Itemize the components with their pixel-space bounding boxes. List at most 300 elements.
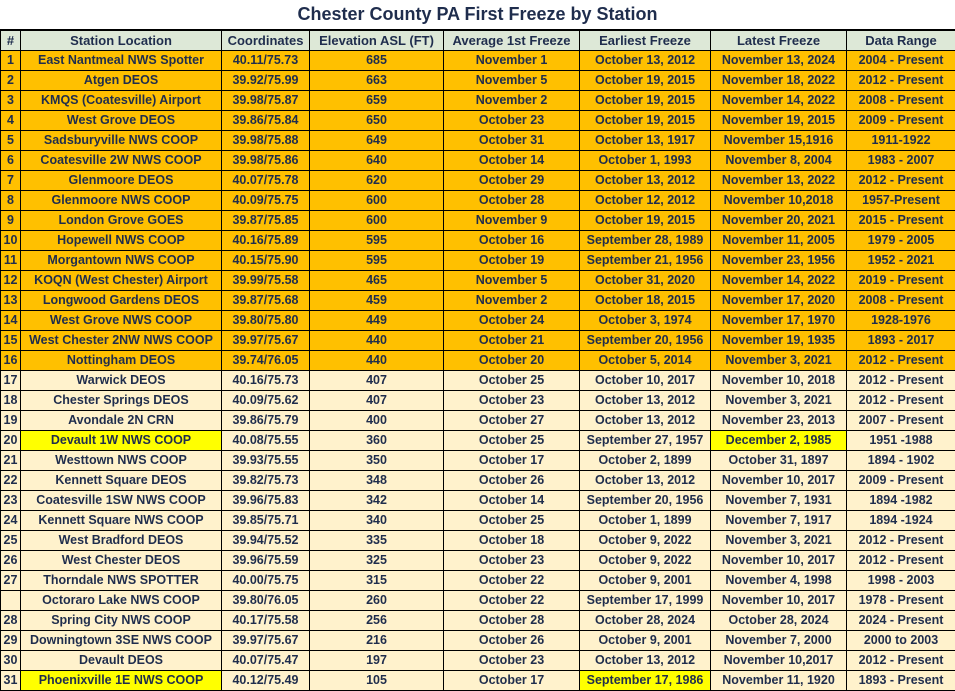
average-freeze-cell: October 23	[444, 551, 580, 571]
elevation-cell: 216	[310, 631, 444, 651]
elevation-cell: 659	[310, 91, 444, 111]
table-row	[1, 111, 955, 131]
station-cell: Nottingham DEOS	[21, 351, 222, 371]
col-header-number: #	[1, 31, 21, 51]
row-number: 12	[1, 271, 21, 291]
earliest-freeze-cell: October 9, 2001	[580, 571, 711, 591]
elevation-cell: 407	[310, 391, 444, 411]
earliest-freeze-cell: September 17, 1986	[580, 671, 711, 691]
earliest-freeze-cell: October 19, 2015	[580, 211, 711, 231]
earliest-freeze-cell: September 17, 1999	[580, 591, 711, 611]
coordinates-cell: 40.12/75.49	[222, 671, 310, 691]
coordinates-cell: 39.96/75.59	[222, 551, 310, 571]
station-cell: Avondale 2N CRN	[21, 411, 222, 431]
average-freeze-cell: November 2	[444, 91, 580, 111]
coordinates-cell: 39.98/75.88	[222, 131, 310, 151]
coordinates-cell: 39.86/75.84	[222, 111, 310, 131]
row-number: 27	[1, 571, 21, 591]
coordinates-cell: 39.86/75.79	[222, 411, 310, 431]
earliest-freeze-cell: September 28, 1989	[580, 231, 711, 251]
earliest-freeze-cell: October 1, 1899	[580, 511, 711, 531]
latest-freeze-cell: November 19, 2015	[711, 111, 847, 131]
coordinates-cell: 39.85/75.71	[222, 511, 310, 531]
table-row	[1, 631, 955, 651]
earliest-freeze-cell: October 28, 2024	[580, 611, 711, 631]
station-cell: Warwick DEOS	[21, 371, 222, 391]
col-header-average: Average 1st Freeze	[444, 31, 580, 51]
station-cell: West Bradford DEOS	[21, 531, 222, 551]
row-number: 6	[1, 151, 21, 171]
latest-freeze-cell: October 31, 1897	[711, 451, 847, 471]
latest-freeze-cell: November 23, 1956	[711, 251, 847, 271]
row-number: 29	[1, 631, 21, 651]
coordinates-cell: 39.98/75.87	[222, 91, 310, 111]
station-cell: Chester Springs DEOS	[21, 391, 222, 411]
average-freeze-cell: October 25	[444, 371, 580, 391]
latest-freeze-cell: November 8, 2004	[711, 151, 847, 171]
table-row	[1, 571, 955, 591]
earliest-freeze-cell: October 18, 2015	[580, 291, 711, 311]
station-cell: Phoenixville 1E NWS COOP	[21, 671, 222, 691]
elevation-cell: 350	[310, 451, 444, 471]
elevation-cell: 595	[310, 251, 444, 271]
data-range-cell: 2012 - Present	[847, 371, 955, 391]
col-header-station: Station Location	[21, 31, 222, 51]
earliest-freeze-cell: October 2, 1899	[580, 451, 711, 471]
row-number: 17	[1, 371, 21, 391]
average-freeze-cell: November 9	[444, 211, 580, 231]
station-cell: KMQS (Coatesville) Airport	[21, 91, 222, 111]
elevation-cell: 595	[310, 231, 444, 251]
latest-freeze-cell: November 15,1916	[711, 131, 847, 151]
station-cell: Hopewell NWS COOP	[21, 231, 222, 251]
elevation-cell: 600	[310, 191, 444, 211]
average-freeze-cell: October 25	[444, 431, 580, 451]
average-freeze-cell: October 25	[444, 511, 580, 531]
latest-freeze-cell: November 20, 2021	[711, 211, 847, 231]
coordinates-cell: 39.87/75.85	[222, 211, 310, 231]
data-range-cell: 2012 - Present	[847, 651, 955, 671]
coordinates-cell: 39.96/75.83	[222, 491, 310, 511]
row-number: 7	[1, 171, 21, 191]
latest-freeze-cell: November 13, 2022	[711, 171, 847, 191]
col-header-earliest: Earliest Freeze	[580, 31, 711, 51]
table-row	[1, 391, 955, 411]
elevation-cell: 649	[310, 131, 444, 151]
data-range-cell: 1952 - 2021	[847, 251, 955, 271]
latest-freeze-cell: November 10,2018	[711, 191, 847, 211]
elevation-cell: 407	[310, 371, 444, 391]
freeze-table	[0, 30, 955, 691]
col-header-latest: Latest Freeze	[711, 31, 847, 51]
elevation-cell: 325	[310, 551, 444, 571]
coordinates-cell: 39.94/75.52	[222, 531, 310, 551]
station-cell: Devault DEOS	[21, 651, 222, 671]
data-range-cell: 2008 - Present	[847, 91, 955, 111]
table-row	[1, 211, 955, 231]
row-number: 19	[1, 411, 21, 431]
latest-freeze-cell: November 7, 1931	[711, 491, 847, 511]
station-cell: Devault 1W NWS COOP	[21, 431, 222, 451]
elevation-cell: 360	[310, 431, 444, 451]
latest-freeze-cell: November 19, 1935	[711, 331, 847, 351]
average-freeze-cell: October 14	[444, 151, 580, 171]
row-number: 11	[1, 251, 21, 271]
latest-freeze-cell: November 10, 2017	[711, 471, 847, 491]
station-cell: Downingtown 3SE NWS COOP	[21, 631, 222, 651]
average-freeze-cell: October 23	[444, 391, 580, 411]
elevation-cell: 620	[310, 171, 444, 191]
row-number	[1, 591, 21, 611]
earliest-freeze-cell: October 9, 2001	[580, 631, 711, 651]
table-row	[1, 611, 955, 631]
elevation-cell: 256	[310, 611, 444, 631]
latest-freeze-cell: November 10, 2017	[711, 591, 847, 611]
data-range-cell: 2015 - Present	[847, 211, 955, 231]
average-freeze-cell: October 26	[444, 471, 580, 491]
data-range-cell: 1894 - 1902	[847, 451, 955, 471]
station-cell: Coatesville 1SW NWS COOP	[21, 491, 222, 511]
earliest-freeze-cell: October 13, 2012	[580, 651, 711, 671]
latest-freeze-cell: November 4, 1998	[711, 571, 847, 591]
latest-freeze-cell: November 11, 1920	[711, 671, 847, 691]
data-range-cell: 2007 - Present	[847, 411, 955, 431]
table-row	[1, 531, 955, 551]
row-number: 10	[1, 231, 21, 251]
earliest-freeze-cell: October 19, 2015	[580, 71, 711, 91]
data-range-cell: 2008 - Present	[847, 291, 955, 311]
data-range-cell: 2012 - Present	[847, 351, 955, 371]
station-cell: West Chester DEOS	[21, 551, 222, 571]
earliest-freeze-cell: October 9, 2022	[580, 531, 711, 551]
row-number: 28	[1, 611, 21, 631]
elevation-cell: 197	[310, 651, 444, 671]
data-range-cell: 1998 - 2003	[847, 571, 955, 591]
earliest-freeze-cell: October 13, 2012	[580, 171, 711, 191]
table-row	[1, 671, 955, 691]
data-range-cell: 2012 - Present	[847, 391, 955, 411]
row-number: 30	[1, 651, 21, 671]
table-row	[1, 171, 955, 191]
table-row	[1, 651, 955, 671]
data-range-cell: 2009 - Present	[847, 111, 955, 131]
elevation-cell: 459	[310, 291, 444, 311]
table-title: Chester County PA First Freeze by Station	[0, 0, 955, 30]
average-freeze-cell: October 21	[444, 331, 580, 351]
row-number: 24	[1, 511, 21, 531]
station-cell: Kennett Square DEOS	[21, 471, 222, 491]
data-range-cell: 1894 -1924	[847, 511, 955, 531]
station-cell: West Grove DEOS	[21, 111, 222, 131]
elevation-cell: 440	[310, 331, 444, 351]
coordinates-cell: 39.80/75.80	[222, 311, 310, 331]
average-freeze-cell: October 17	[444, 451, 580, 471]
average-freeze-cell: October 14	[444, 491, 580, 511]
data-range-cell: 2012 - Present	[847, 171, 955, 191]
data-range-cell: 1911-1922	[847, 131, 955, 151]
earliest-freeze-cell: October 12, 2012	[580, 191, 711, 211]
earliest-freeze-cell: October 10, 2017	[580, 371, 711, 391]
coordinates-cell: 39.74/76.05	[222, 351, 310, 371]
table-row	[1, 71, 955, 91]
data-range-cell: 1894 -1982	[847, 491, 955, 511]
row-number: 18	[1, 391, 21, 411]
average-freeze-cell: October 20	[444, 351, 580, 371]
data-range-cell: 2004 - Present	[847, 51, 955, 71]
average-freeze-cell: November 1	[444, 51, 580, 71]
station-cell: West Chester 2NW NWS COOP	[21, 331, 222, 351]
latest-freeze-cell: November 11, 2005	[711, 231, 847, 251]
elevation-cell: 449	[310, 311, 444, 331]
latest-freeze-cell: November 18, 2022	[711, 71, 847, 91]
row-number: 13	[1, 291, 21, 311]
elevation-cell: 650	[310, 111, 444, 131]
average-freeze-cell: October 17	[444, 671, 580, 691]
coordinates-cell: 40.17/75.58	[222, 611, 310, 631]
latest-freeze-cell: October 28, 2024	[711, 611, 847, 631]
earliest-freeze-cell: September 20, 1956	[580, 491, 711, 511]
coordinates-cell: 40.07/75.78	[222, 171, 310, 191]
table-row	[1, 551, 955, 571]
coordinates-cell: 39.87/75.68	[222, 291, 310, 311]
data-range-cell: 1893 - 2017	[847, 331, 955, 351]
data-range-cell: 2012 - Present	[847, 531, 955, 551]
table-row	[1, 311, 955, 331]
coordinates-cell: 40.16/75.73	[222, 371, 310, 391]
latest-freeze-cell: November 10,2017	[711, 651, 847, 671]
elevation-cell: 685	[310, 51, 444, 71]
coordinates-cell: 39.97/75.67	[222, 631, 310, 651]
latest-freeze-cell: November 17, 2020	[711, 291, 847, 311]
row-number: 23	[1, 491, 21, 511]
average-freeze-cell: October 23	[444, 651, 580, 671]
average-freeze-cell: October 22	[444, 571, 580, 591]
table-row	[1, 131, 955, 151]
station-cell: Octoraro Lake NWS COOP	[21, 591, 222, 611]
average-freeze-cell: October 27	[444, 411, 580, 431]
latest-freeze-cell: November 10, 2018	[711, 371, 847, 391]
data-range-cell: 1928-1976	[847, 311, 955, 331]
elevation-cell: 315	[310, 571, 444, 591]
earliest-freeze-cell: October 13, 2012	[580, 471, 711, 491]
coordinates-cell: 39.92/75.99	[222, 71, 310, 91]
row-number: 1	[1, 51, 21, 71]
table-row	[1, 251, 955, 271]
row-number: 8	[1, 191, 21, 211]
coordinates-cell: 40.00/75.75	[222, 571, 310, 591]
station-cell: Glenmoore NWS COOP	[21, 191, 222, 211]
average-freeze-cell: October 29	[444, 171, 580, 191]
table-row	[1, 291, 955, 311]
row-number: 31	[1, 671, 21, 691]
data-range-cell: 2012 - Present	[847, 71, 955, 91]
earliest-freeze-cell: October 13, 2012	[580, 51, 711, 71]
row-number: 16	[1, 351, 21, 371]
coordinates-cell: 39.98/75.86	[222, 151, 310, 171]
table-row	[1, 491, 955, 511]
table-row	[1, 231, 955, 251]
row-number: 25	[1, 531, 21, 551]
latest-freeze-cell: November 7, 2000	[711, 631, 847, 651]
average-freeze-cell: November 5	[444, 71, 580, 91]
station-cell: Glenmoore DEOS	[21, 171, 222, 191]
station-cell: Westtown NWS COOP	[21, 451, 222, 471]
station-cell: Morgantown NWS COOP	[21, 251, 222, 271]
station-cell: Thorndale NWS SPOTTER	[21, 571, 222, 591]
row-number: 20	[1, 431, 21, 451]
table-row	[1, 371, 955, 391]
average-freeze-cell: October 31	[444, 131, 580, 151]
station-cell: Spring City NWS COOP	[21, 611, 222, 631]
row-number: 26	[1, 551, 21, 571]
table-row	[1, 471, 955, 491]
col-header-coordinates: Coordinates	[222, 31, 310, 51]
data-range-cell: 2019 - Present	[847, 271, 955, 291]
average-freeze-cell: October 24	[444, 311, 580, 331]
elevation-cell: 640	[310, 151, 444, 171]
elevation-cell: 440	[310, 351, 444, 371]
col-header-elevation: Elevation ASL (FT)	[310, 31, 444, 51]
elevation-cell: 400	[310, 411, 444, 431]
row-number: 2	[1, 71, 21, 91]
elevation-cell: 260	[310, 591, 444, 611]
data-range-cell: 1893 - Present	[847, 671, 955, 691]
row-number: 21	[1, 451, 21, 471]
average-freeze-cell: October 28	[444, 191, 580, 211]
earliest-freeze-cell: October 13, 1917	[580, 131, 711, 151]
station-cell: Atgen DEOS	[21, 71, 222, 91]
station-cell: West Grove NWS COOP	[21, 311, 222, 331]
station-cell: Longwood Gardens DEOS	[21, 291, 222, 311]
latest-freeze-cell: November 3, 2021	[711, 531, 847, 551]
latest-freeze-cell: November 7, 1917	[711, 511, 847, 531]
earliest-freeze-cell: October 5, 2014	[580, 351, 711, 371]
col-header-range: Data Range	[847, 31, 955, 51]
data-range-cell: 1979 - 2005	[847, 231, 955, 251]
average-freeze-cell: October 23	[444, 111, 580, 131]
elevation-cell: 465	[310, 271, 444, 291]
row-number: 9	[1, 211, 21, 231]
table-row	[1, 271, 955, 291]
station-cell: Sadsburyville NWS COOP	[21, 131, 222, 151]
elevation-cell: 105	[310, 671, 444, 691]
elevation-cell: 340	[310, 511, 444, 531]
table-row	[1, 451, 955, 471]
table-row	[1, 591, 955, 611]
latest-freeze-cell: November 17, 1970	[711, 311, 847, 331]
row-number: 22	[1, 471, 21, 491]
average-freeze-cell: October 19	[444, 251, 580, 271]
latest-freeze-cell: November 3, 2021	[711, 391, 847, 411]
elevation-cell: 600	[310, 211, 444, 231]
latest-freeze-cell: November 3, 2021	[711, 351, 847, 371]
table-row	[1, 151, 955, 171]
earliest-freeze-cell: October 31, 2020	[580, 271, 711, 291]
table-row	[1, 91, 955, 111]
coordinates-cell: 39.99/75.58	[222, 271, 310, 291]
elevation-cell: 335	[310, 531, 444, 551]
coordinates-cell: 39.97/75.67	[222, 331, 310, 351]
table-row	[1, 351, 955, 371]
data-range-cell: 1978 - Present	[847, 591, 955, 611]
data-range-cell: 1957-Present	[847, 191, 955, 211]
station-cell: Kennett Square NWS COOP	[21, 511, 222, 531]
average-freeze-cell: October 16	[444, 231, 580, 251]
data-range-cell: 2012 - Present	[847, 551, 955, 571]
table-row	[1, 511, 955, 531]
table-row	[1, 51, 955, 71]
average-freeze-cell: October 22	[444, 591, 580, 611]
data-range-cell: 2000 to 2003	[847, 631, 955, 651]
station-cell: London Grove GOES	[21, 211, 222, 231]
coordinates-cell: 40.11/75.73	[222, 51, 310, 71]
coordinates-cell: 40.15/75.90	[222, 251, 310, 271]
elevation-cell: 342	[310, 491, 444, 511]
earliest-freeze-cell: October 13, 2012	[580, 411, 711, 431]
average-freeze-cell: October 26	[444, 631, 580, 651]
earliest-freeze-cell: October 3, 1974	[580, 311, 711, 331]
earliest-freeze-cell: October 1, 1993	[580, 151, 711, 171]
row-number: 3	[1, 91, 21, 111]
coordinates-cell: 40.08/75.55	[222, 431, 310, 451]
row-number: 4	[1, 111, 21, 131]
station-cell: East Nantmeal NWS Spotter	[21, 51, 222, 71]
elevation-cell: 663	[310, 71, 444, 91]
average-freeze-cell: November 5	[444, 271, 580, 291]
data-range-cell: 2009 - Present	[847, 471, 955, 491]
coordinates-cell: 40.16/75.89	[222, 231, 310, 251]
latest-freeze-cell: November 10, 2017	[711, 551, 847, 571]
data-range-cell: 1983 - 2007	[847, 151, 955, 171]
coordinates-cell: 39.93/75.55	[222, 451, 310, 471]
row-number: 5	[1, 131, 21, 151]
elevation-cell: 348	[310, 471, 444, 491]
earliest-freeze-cell: October 9, 2022	[580, 551, 711, 571]
latest-freeze-cell: November 23, 2013	[711, 411, 847, 431]
coordinates-cell: 39.82/75.73	[222, 471, 310, 491]
table-row	[1, 331, 955, 351]
latest-freeze-cell: November 14, 2022	[711, 91, 847, 111]
data-range-cell: 2024 - Present	[847, 611, 955, 631]
table-row	[1, 431, 955, 451]
earliest-freeze-cell: October 13, 2012	[580, 391, 711, 411]
latest-freeze-cell: December 2, 1985	[711, 431, 847, 451]
latest-freeze-cell: November 14, 2022	[711, 271, 847, 291]
earliest-freeze-cell: October 19, 2015	[580, 91, 711, 111]
latest-freeze-cell: November 13, 2024	[711, 51, 847, 71]
header-row	[1, 31, 955, 51]
earliest-freeze-cell: September 21, 1956	[580, 251, 711, 271]
row-number: 14	[1, 311, 21, 331]
earliest-freeze-cell: September 27, 1957	[580, 431, 711, 451]
earliest-freeze-cell: October 19, 2015	[580, 111, 711, 131]
coordinates-cell: 39.80/76.05	[222, 591, 310, 611]
coordinates-cell: 40.09/75.62	[222, 391, 310, 411]
table-row	[1, 411, 955, 431]
station-cell: KOQN (West Chester) Airport	[21, 271, 222, 291]
average-freeze-cell: November 2	[444, 291, 580, 311]
coordinates-cell: 40.09/75.75	[222, 191, 310, 211]
table-row	[1, 191, 955, 211]
coordinates-cell: 40.07/75.47	[222, 651, 310, 671]
average-freeze-cell: October 28	[444, 611, 580, 631]
earliest-freeze-cell: September 20, 1956	[580, 331, 711, 351]
station-cell: Coatesville 2W NWS COOP	[21, 151, 222, 171]
average-freeze-cell: October 18	[444, 531, 580, 551]
data-range-cell: 1951 -1988	[847, 431, 955, 451]
row-number: 15	[1, 331, 21, 351]
table-body	[1, 51, 955, 691]
